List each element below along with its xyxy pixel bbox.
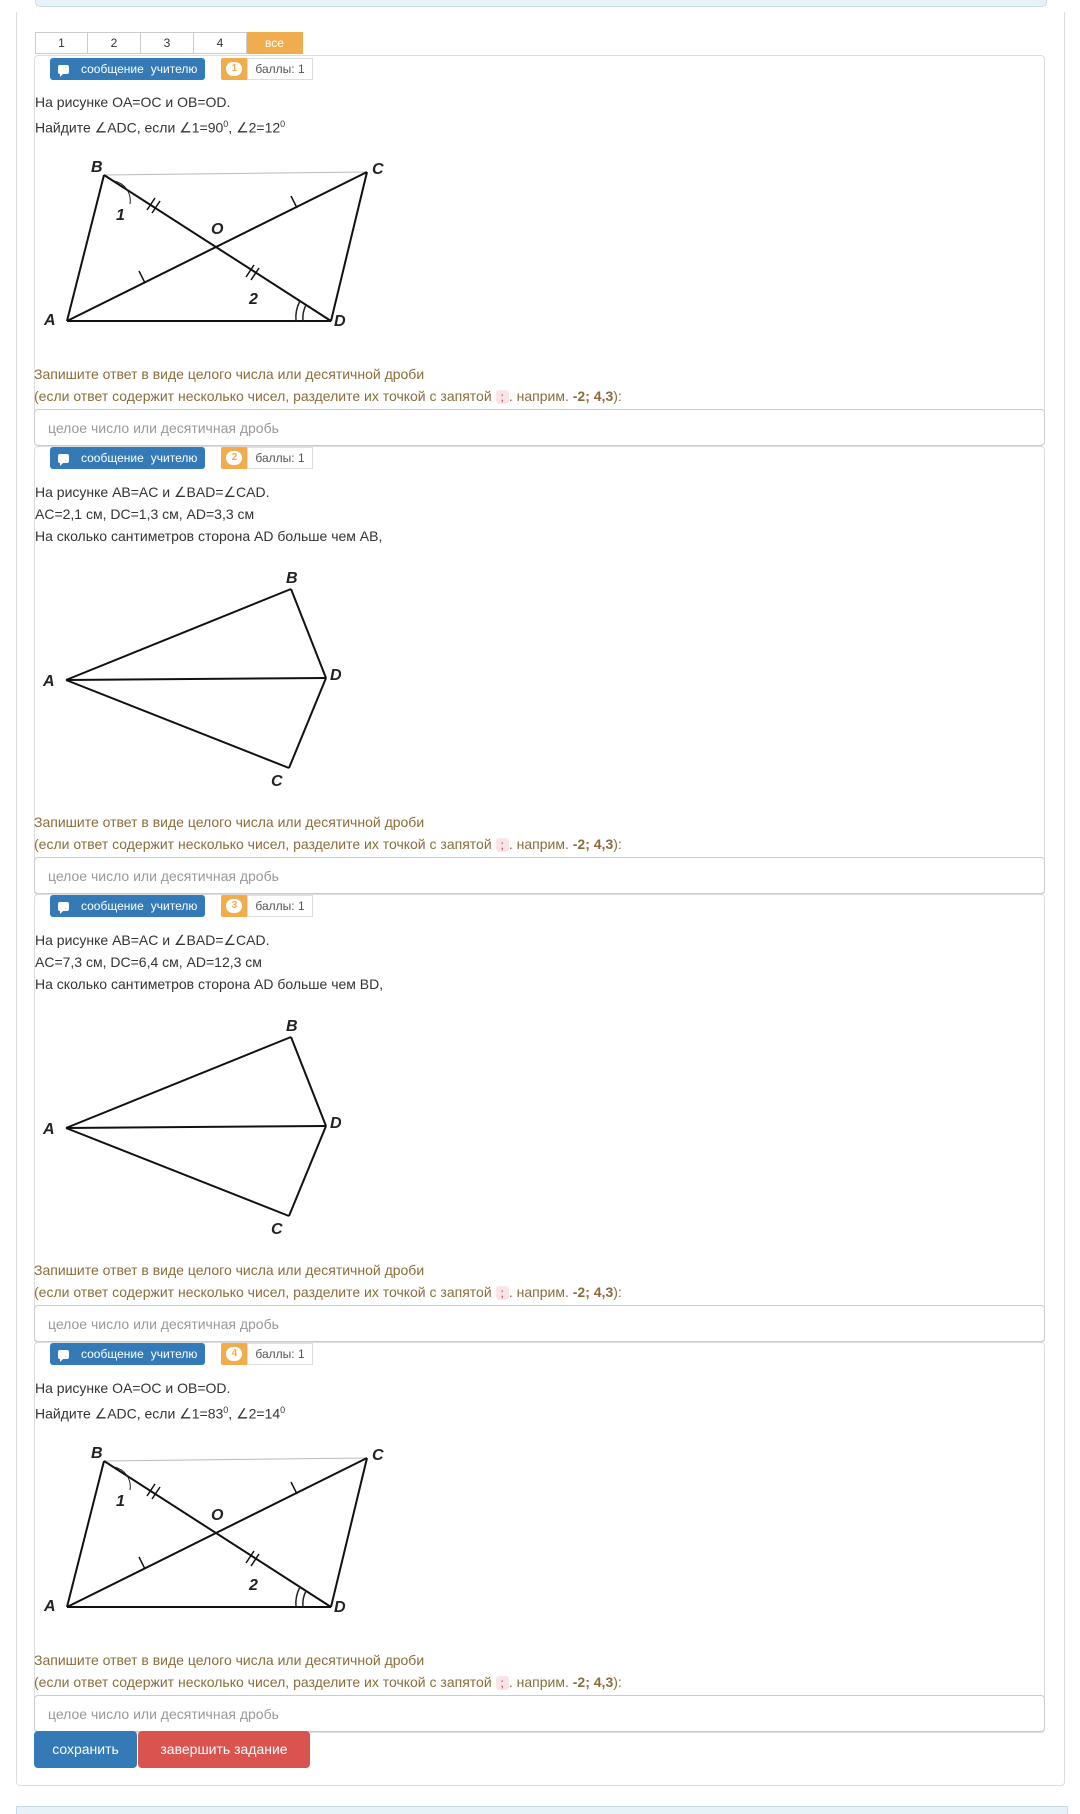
degree-sup: 0 [280,1405,286,1415]
hint-text: . наприм. [508,1674,569,1690]
separator-code: ; [496,838,509,852]
question-number: 4 [226,1347,242,1361]
segment-dc [331,172,367,321]
hint-text: . наприм. [508,1284,569,1300]
score-label: баллы: 1 [247,447,312,469]
question-1-figure [34,150,394,335]
question-tabs [35,32,303,54]
segment-ab [66,1037,291,1128]
question-line: AC=7,3 см, DC=6,4 см, AD=12,3 см [35,954,262,970]
degree-sup: 0 [280,119,286,129]
tick-mark [139,271,145,283]
comment-icon [58,902,69,911]
answer-input-3[interactable] [34,1305,1045,1342]
angle-2-arc [303,1591,306,1607]
question-line: На сколько сантиметров сторона AD больше чем BD, [35,976,384,992]
question-number-badge [221,1343,312,1365]
hint-line: Запишите ответ в виде целого числа или десятичной дроби [34,1652,425,1668]
question-1-header [50,58,313,80]
segment-bd [104,1461,331,1607]
question-1-text [35,91,285,139]
angle-2-arc [296,1587,300,1607]
segment-ab [66,589,291,680]
segment-bc [104,172,367,175]
message-teacher-button[interactable] [50,895,205,917]
comment-icon [58,65,69,74]
label-angle-2: 2 [249,291,258,308]
label-a: A [43,1121,55,1138]
score-label: баллы: 1 [247,58,312,80]
label-a: A [44,312,56,329]
label-d: D [330,667,342,684]
message-teacher-button[interactable] [50,447,205,469]
segment-ac [66,1128,289,1216]
separator-code: ; [496,1286,509,1300]
answer-hint [34,1259,622,1304]
message-word1: сообщение [81,62,144,76]
answer-hint [34,811,622,856]
label-c: C [271,773,283,790]
label-b: B [91,1445,103,1462]
angle-2-arc [296,301,300,321]
message-word2: учителю [150,1347,198,1361]
label-a: A [43,673,55,690]
save-button[interactable]: сохранить [34,1731,137,1768]
question-3-header [50,895,313,917]
question-2-figure [34,563,364,793]
label-d: D [334,1599,346,1616]
message-word2: учителю [150,62,198,76]
segment-ac [66,680,289,768]
hint-text: . наприм. [508,836,569,852]
segment-bd [104,175,331,321]
label-a: A [44,1598,56,1615]
segment-ad [66,1126,326,1128]
question-3-figure [34,1011,364,1241]
tick-mark [291,196,297,208]
label-angle-1: 1 [116,207,125,224]
hint-text: (если ответ содержит несколько чисел, разделите их точкой с запятой [34,1284,492,1300]
question-text-part: , ∠2=14 [228,1405,281,1422]
question-2-text [35,481,382,547]
hint-line [34,1671,622,1694]
segment-ab [67,1461,104,1607]
tab-question-2[interactable]: 2 [88,32,141,54]
question-text-part: , ∠2=12 [228,119,281,136]
message-word1: сообщение [81,1347,144,1361]
hint-text: (если ответ содержит несколько чисел, разделите их точкой с запятой [34,1674,492,1690]
question-number: 3 [226,899,242,913]
segment-dc [289,1126,326,1216]
label-o: O [211,221,224,238]
answer-hint [34,1649,622,1694]
hint-example: -2; 4,3 [572,836,614,852]
label-o: O [211,1507,224,1524]
angle-1-arc [114,181,130,204]
message-word2: учителю [150,451,198,465]
hint-example: -2; 4,3 [572,1674,614,1690]
answer-hint [34,363,622,408]
degree-sup: 0 [223,1405,229,1415]
hint-example: -2; 4,3 [572,1284,614,1300]
label-d: D [330,1115,342,1132]
segment-dc [331,1458,367,1607]
finish-task-button[interactable]: завершить задание [138,1731,310,1768]
segment-bc [104,1458,367,1461]
question-line: На рисунке OA=OC и OB=OD. [35,94,231,110]
question-text-part: Найдите ∠ADC, если ∠1=83 [35,1405,224,1422]
score-label: баллы: 1 [247,895,312,917]
question-number: 2 [226,451,242,465]
label-b: B [286,1018,298,1035]
tab-question-1[interactable]: 1 [35,32,88,54]
message-teacher-button[interactable] [50,58,205,80]
question-line: На рисунке OA=OC и OB=OD. [35,1380,231,1396]
label-c: C [372,161,384,178]
hint-text: ): [613,388,622,404]
hint-text: (если ответ содержит несколько чисел, разделите их точкой с запятой [34,836,492,852]
angle-2-arc [303,305,306,321]
answer-input-4[interactable] [34,1695,1045,1732]
label-b: B [286,570,298,587]
answer-input-1[interactable] [34,409,1045,446]
comment-icon [58,1350,69,1359]
question-3-text [35,929,383,995]
degree-sup: 0 [223,119,229,129]
segment-bd [291,1037,326,1126]
hint-example: -2; 4,3 [572,388,614,404]
hint-line [34,833,622,856]
question-line: На сколько сантиметров сторона AD больше чем AB, [35,528,383,544]
separator-code: ; [496,390,509,404]
question-line [35,1399,285,1425]
question-4-text [35,1377,285,1425]
question-line: На рисунке AB=AC и ∠BAD=∠CAD. [35,932,270,948]
hint-text: ): [613,1674,622,1690]
top-panel-edge [35,0,1047,7]
question-4-figure [34,1436,394,1621]
score-label: баллы: 1 [247,1343,312,1365]
segment-ab [67,175,104,321]
tab-question-3[interactable]: 3 [141,32,194,54]
hint-text: ): [613,1284,622,1300]
message-word1: сообщение [81,451,144,465]
hint-line [34,1281,622,1304]
message-word2: учителю [150,899,198,913]
hint-text: ): [613,836,622,852]
question-line: AC=2,1 см, DC=1,3 см, AD=3,3 см [35,506,255,522]
tick-mark [139,1557,145,1569]
question-number: 1 [226,62,242,76]
hint-line: Запишите ответ в виде целого числа или десятичной дроби [34,1262,425,1278]
question-number-badge [221,895,312,917]
question-number-badge [221,58,312,80]
comment-icon [58,454,69,463]
segment-bd [291,589,326,678]
message-teacher-button[interactable] [50,1343,205,1365]
question-number-badge [221,447,312,469]
tick-mark [291,1482,297,1494]
segment-dc [289,678,326,768]
question-2-header [50,447,313,469]
label-c: C [372,1447,384,1464]
answer-input-2[interactable] [34,857,1045,894]
hint-text: (если ответ содержит несколько чисел, разделите их точкой с запятой [34,388,492,404]
label-angle-1: 1 [116,1493,125,1510]
label-c: C [271,1221,283,1238]
hint-line: Запишите ответ в виде целого числа или десятичной дроби [34,814,425,830]
question-line: На рисунке AB=AC и ∠BAD=∠CAD. [35,484,270,500]
label-angle-2: 2 [249,1577,258,1594]
separator-code: ; [496,1676,509,1690]
question-text-part: Найдите ∠ADC, если ∠1=90 [35,119,224,136]
hint-line: Запишите ответ в виде целого числа или десятичной дроби [34,366,425,382]
tab-all[interactable]: все [247,32,303,54]
hint-text: . наприм. [508,388,569,404]
label-b: B [91,159,103,176]
hint-line [34,385,622,408]
angle-1-arc [114,1467,130,1490]
label-d: D [334,313,346,330]
tab-question-4[interactable]: 4 [194,32,247,54]
message-word1: сообщение [81,899,144,913]
question-4-header [50,1343,313,1365]
question-line [35,113,285,139]
segment-ad [66,678,326,680]
